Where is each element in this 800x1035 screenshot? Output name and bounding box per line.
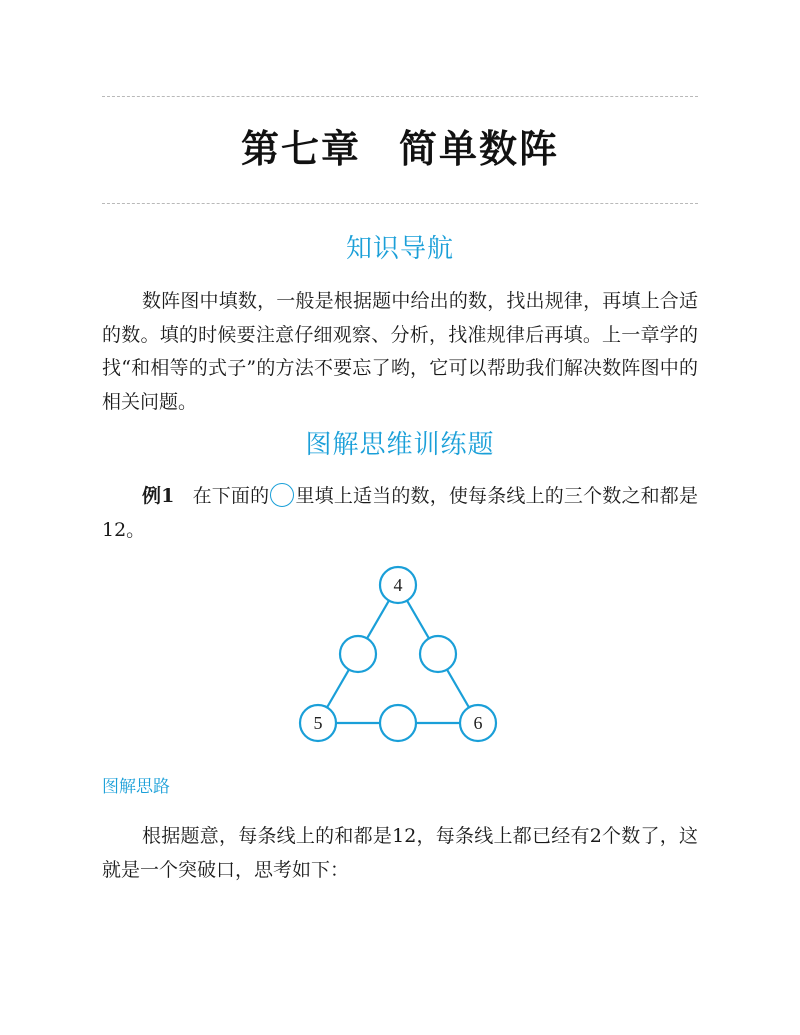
example-text-after: 里填上适当的数，使每条线上的三个数之和都是12。	[102, 485, 698, 541]
triangle-number-diagram	[290, 555, 510, 755]
node-bottom-right-value: 6	[473, 713, 483, 733]
chapter-title	[0, 118, 800, 173]
knowledge-heading: 知识导航	[345, 234, 454, 264]
node-top-value: 4	[393, 575, 403, 595]
training-heading: 图解思维训练题	[305, 430, 495, 460]
solution-paragraph: 根据题意，每条线上的和都是12，每条线上都已经有2个数了，这就是一个突破口，思考如下：	[102, 825, 698, 881]
example-label: 例1	[142, 485, 175, 507]
blank-circle-icon	[270, 483, 294, 507]
chapter-name: 简单数阵	[399, 127, 560, 171]
node-mid-left[interactable]	[340, 636, 376, 672]
node-bottom-mid[interactable]	[380, 705, 416, 741]
chapter-number: 第七章	[240, 127, 361, 171]
bottom-dashed-divider	[102, 203, 698, 204]
knowledge-paragraph: 数阵图中填数，一般是根据题中给出的数，找出规律，再填上合适的数。填的时候要注意仔细观察、分析，找准规律后再填。上一章学的找“和相等的式子”的方法不要忘了哟，它可以帮助我们解决数阵图中的相关问题。	[102, 290, 698, 413]
solution-heading: 图解思路	[102, 777, 170, 797]
node-mid-right[interactable]	[420, 636, 456, 672]
top-dashed-divider	[102, 96, 698, 97]
example-text-before: 在下面的	[192, 485, 270, 507]
example-paragraph	[102, 480, 698, 547]
node-bottom-left-value: 5	[313, 713, 323, 733]
